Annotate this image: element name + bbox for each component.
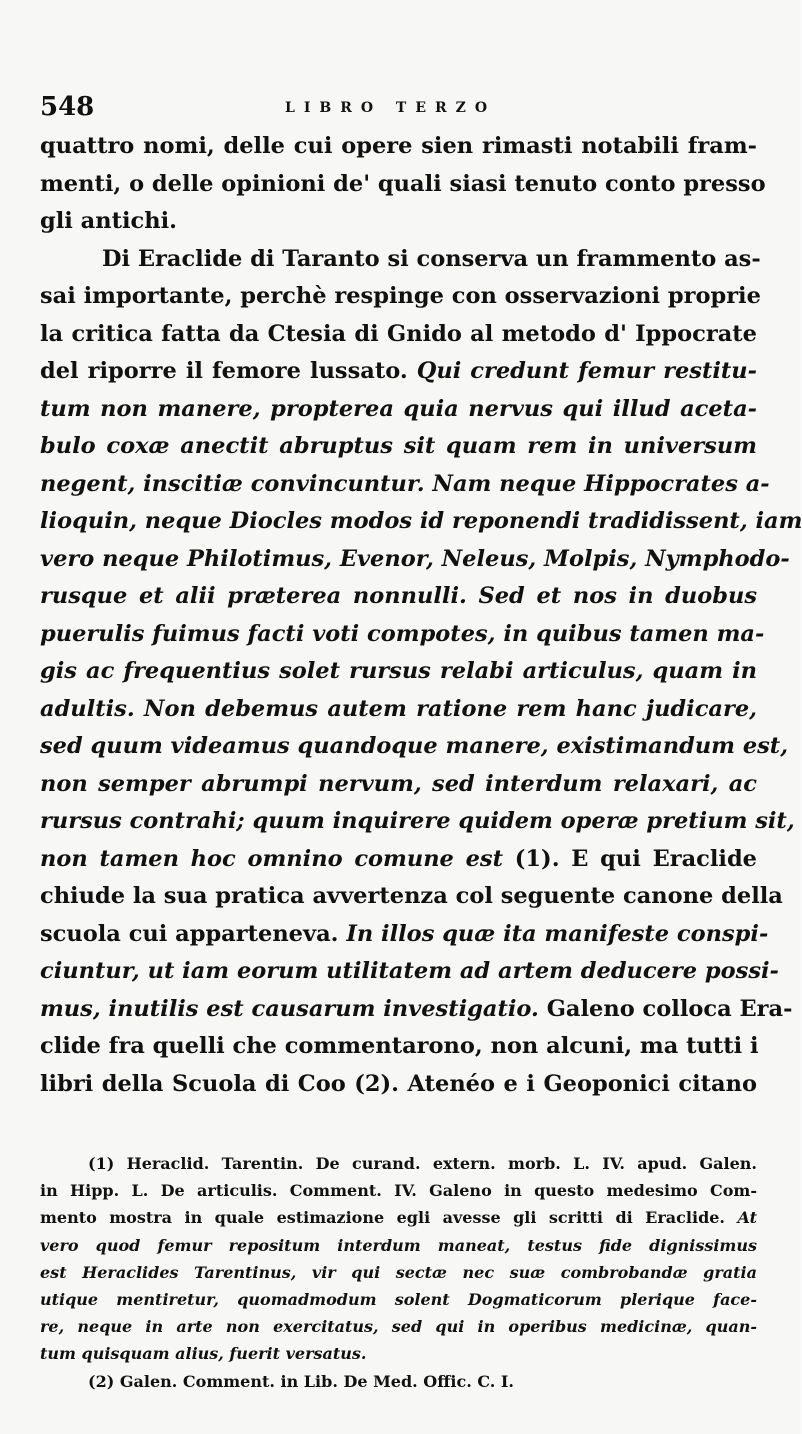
text-line [40, 653, 757, 691]
text-line [40, 353, 757, 391]
latin-quote: sed quum videamus quandoque manere, existimandum est, [40, 733, 789, 759]
footnote-latin: re, neque in arte non exercitatus, sed qui in operibus medicinæ, quan- [40, 1317, 757, 1337]
text-line: sai importante, perchè respinge con osservazioni proprie [40, 283, 761, 309]
footnote-latin: tum quisquam alius, fuerit versatus. [40, 1344, 367, 1364]
text-line [40, 841, 757, 879]
footnote-line [40, 1286, 757, 1313]
footnote-latin: utique mentiretur, quomadmodum solent Dogmaticorum plerique face- [40, 1289, 757, 1309]
latin-quote: lioquin, neque Diocles modos id reponendi tradidissent, iam [40, 508, 802, 534]
text-line [40, 991, 793, 1029]
text-run: scuola cui apparteneva. [40, 920, 339, 947]
footnote-line: (1) Heraclid. Tarentin. De curand. extern. morb. L. IV. apud. Galen. [88, 1154, 757, 1173]
text-line [40, 691, 757, 729]
text-line: gli antichi. [40, 208, 177, 234]
latin-quote: vero neque Philotimus, Evenor, Neleus, Molpis, Nymphodo- [40, 545, 790, 572]
text-line [40, 503, 802, 541]
latin-quote: negent, inscitiæ convincuntur. [40, 470, 425, 497]
footnote-line [40, 1204, 757, 1231]
latin-quote: tum non manere, propterea quia nervus qui illud aceta- [40, 395, 757, 422]
latin-quote: adultis. Non debemus autem ratione rem hanc judicare, [40, 695, 757, 722]
text-line [40, 728, 789, 766]
latin-quote: rursus contrahi; quum inquirere quidem operæ pretium sit, [40, 808, 795, 834]
footnote-line: (2) Galen. Comment. in Lib. De Med. Offic. C. I. [88, 1371, 514, 1391]
latin-quote: Nam neque Hippocrates a- [432, 470, 770, 497]
running-title: LIBRO TERZO [285, 100, 497, 116]
text-line [40, 391, 757, 429]
text-line [40, 616, 765, 654]
latin-quote: rusque et alii præterea nonnulli. Sed et nos in duobus [40, 583, 757, 609]
latin-quote: In illos quæ ita manifeste conspi- [346, 920, 769, 947]
footnote-line [40, 1340, 757, 1367]
footnote-latin: vero quod femur repositum interdum maneat, testus fide dignissimus [40, 1235, 757, 1255]
text-line: quattro nomi, delle cui opere sien rimasti notabili fram- [40, 133, 757, 159]
page-number: 548 [40, 92, 95, 122]
text-line: chiude la sua pratica avvertenza col seguente canone della [40, 883, 783, 909]
page-header [40, 92, 760, 126]
latin-quote: non tamen hoc omnino comune est [40, 845, 503, 872]
text-run: (1). E qui Eraclide [514, 845, 757, 872]
main-text [40, 128, 802, 1103]
text-line [40, 803, 795, 841]
text-line [40, 916, 769, 954]
footnote-line: in Hipp. L. De articulis. Comment. IV. Galeno in questo medesimo Com- [40, 1181, 757, 1201]
latin-quote: bulo coxæ anectit abruptus sit quam rem in universum [40, 433, 757, 459]
footnotes [40, 1150, 757, 1395]
text-line: libri della Scuola di Coo (2). Atenéo e i Geoponici citano [40, 1070, 757, 1097]
latin-quote: puerulis fuimus facti voti compotes, in quibus tamen ma- [40, 620, 765, 647]
text-line [40, 541, 790, 579]
text-line [40, 428, 757, 466]
text-run: Galeno colloca Era- [546, 995, 793, 1022]
text-line [40, 953, 779, 991]
latin-quote: ciuntur, ut iam eorum utilitatem ad artem deducere possi- [40, 958, 779, 984]
footnote-latin: At [737, 1208, 757, 1228]
footnote-latin: est Heraclides Tarentinus, vir qui sectæ nec suæ combrobandæ gratia [40, 1262, 757, 1282]
text-line [40, 578, 757, 616]
text-line [40, 766, 757, 804]
footnote-run: mento mostra in quale estimazione egli avesse gli scritti di Eraclide. [40, 1208, 726, 1228]
latin-quote: mus, inutilis est causarum investigatio. [40, 995, 539, 1022]
text-line: Di Eraclide di Taranto si conserva un frammento as- [102, 245, 761, 272]
footnote-line [40, 1232, 757, 1259]
text-run: del riporre il femore lussato. [40, 358, 408, 384]
text-line: menti, o delle opinioni de' quali siasi tenuto conto presso [40, 170, 766, 197]
footnote-line [40, 1313, 757, 1340]
latin-quote: Qui credunt femur restitu- [416, 358, 757, 384]
text-line: clide fra quelli che commentarono, non alcuni, ma tutti i [40, 1033, 759, 1059]
footnote-line [40, 1259, 757, 1286]
latin-quote: non semper abrumpi nervum, sed interdum relaxari, ac [40, 770, 757, 797]
text-line [40, 466, 770, 504]
text-line: la critica fatta da Ctesia di Gnido al metodo d' Ippocrate [40, 320, 757, 347]
latin-quote: gis ac frequentius solet rursus relabi articulus, quam in [40, 658, 757, 684]
